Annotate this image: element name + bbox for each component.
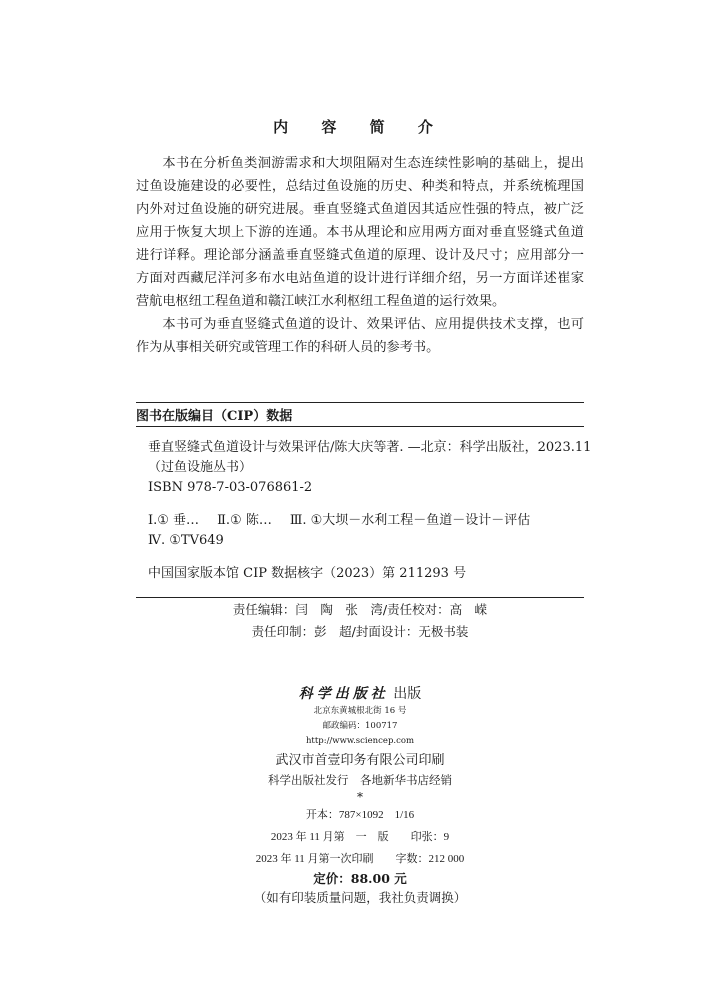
format-line: 开本：787×1092 1/16 (305, 809, 415, 821)
price: 定价：88.00 元 (313, 871, 407, 886)
publisher-address: 北京东黄城根北街 16 号 (313, 706, 407, 716)
publisher-suffix: 出版 (393, 686, 422, 702)
cip-classification (148, 511, 584, 531)
summary-paragraph-1: 本书在分析鱼类洄游需求和大坝阻隔对生态连续性影响的基础上，提出过鱼设施建设的必要性，总结过鱼设施的历史、种类和特点，并系统梳理国内外对过鱼设施的研究进展。垂直竖缝式鱼道因其适应性强的特点，被广泛应用于恢复大坝上下游的连通。本书从理论和应用两方面对垂直竖缝式鱼道进行详释。理论部分涵盖垂直竖缝式鱼道的原理、设计及尺寸；应用部分一方面对西藏尼洋河多布水电站鱼道的设计进行详细介绍，另一方面详述崔家营航电枢纽工程鱼道和赣江峡江水利枢纽工程鱼道的运行效果。 (136, 156, 584, 309)
cip-class-tv: Ⅳ. ①TV649 (148, 533, 224, 548)
summary-title: 内 容 简 介 (273, 118, 447, 136)
summary-section (136, 152, 584, 359)
quality-note: （如有印装质量问题，我社负责调换） (253, 890, 467, 905)
publisher-website: http://www.sciencep.com (305, 736, 415, 746)
editors-credits (0, 599, 720, 643)
printer: 武汉市首壹印务有限公司印刷 (275, 753, 445, 768)
editors-line-1: 责任编辑：闫 陶 张 湾/责任校对：高 嵘 (232, 602, 488, 617)
publisher-line (0, 684, 720, 704)
cip-class-1: Ⅰ.① 垂… (148, 513, 200, 528)
cip-record-line: 垂直竖缝式鱼道设计与效果评估/陈大庆等著. —北京：科学出版社，2023.11 (148, 440, 592, 455)
cip-bottom-rule (136, 597, 584, 598)
cip-heading: 图书在版编目（CIP）数据 (136, 409, 293, 424)
publisher-postcode: 邮政编码：100717 (322, 721, 398, 731)
cip-class-3: Ⅲ. ①大坝－水利工程－鱼道－设计－评估 (289, 513, 531, 528)
cip-series: （过鱼设施丛书） (148, 460, 253, 475)
cip-approval: 中国国家版本馆 CIP 数据核字（2023）第 211293 号 (148, 566, 467, 581)
summary-paragraph-2: 本书可为垂直竖缝式鱼道的设计、效果评估、应用提供技术支撑，也可作为从事相关研究或管理工作的科研人员的参考书。 (136, 317, 584, 355)
publisher-logo: 科学出版社 (298, 686, 389, 702)
cip-top-rule (136, 402, 584, 403)
imprint-section (0, 684, 720, 908)
printing-line: 2023 年 11 月第一次印刷 字数：212 000 (255, 853, 465, 865)
cip-heading-rule (136, 426, 584, 427)
cip-class-2: Ⅱ.① 陈… (217, 513, 272, 528)
distribution: 科学出版社发行 各地新华书店经销 (268, 773, 452, 787)
cip-isbn: ISBN 978-7-03-076861-2 (148, 480, 313, 495)
editors-line-2: 责任印制：彭 超/封面设计：无极书装 (251, 624, 469, 639)
edition-line: 2023 年 11 月第 一 版 印张：9 (270, 831, 450, 843)
star-separator: * (357, 790, 363, 804)
cip-record (148, 438, 592, 584)
